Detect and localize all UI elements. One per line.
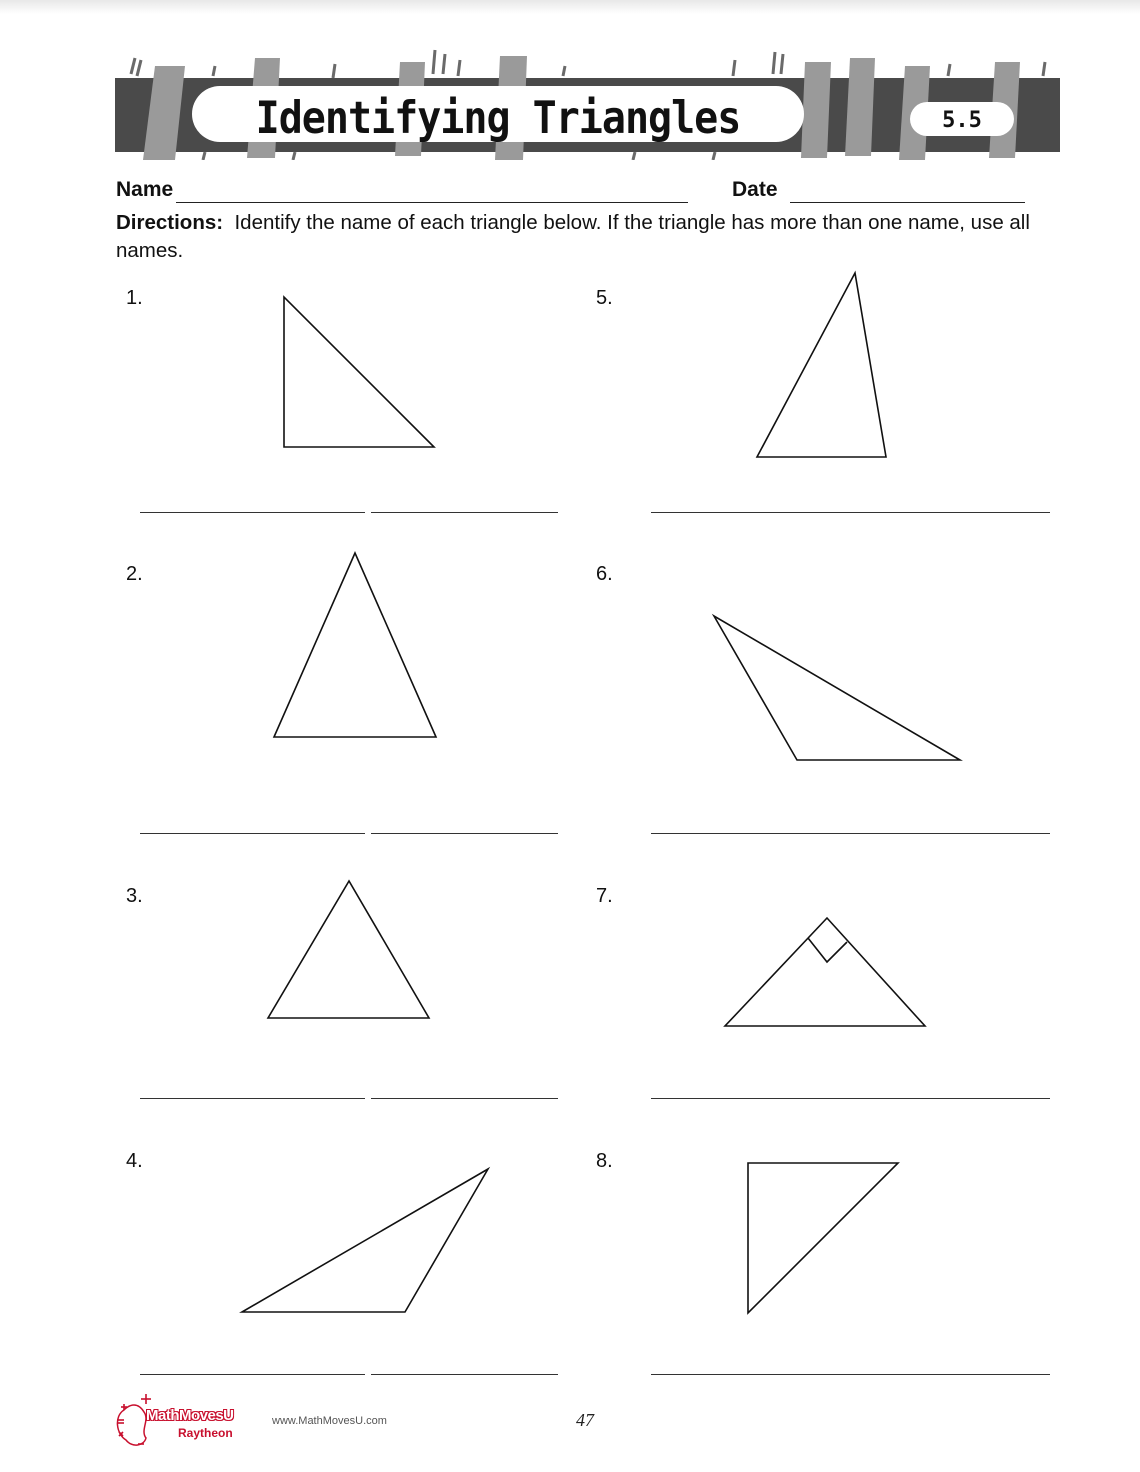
name-label: Name xyxy=(116,178,174,201)
answer-line-3a[interactable] xyxy=(140,1098,365,1099)
triangle-8 xyxy=(748,1163,898,1313)
directions-text: Identify the name of each triangle below. If the triangle has more than one name, use all names. xyxy=(116,211,1030,262)
directions-label: Directions: xyxy=(116,211,224,234)
answer-line-4b[interactable] xyxy=(371,1374,558,1375)
answer-line-7[interactable] xyxy=(651,1098,1050,1099)
logo-sub-text: Raytheon xyxy=(178,1426,233,1440)
right-angle-marker-7 xyxy=(808,938,847,962)
footer-url[interactable]: www.MathMovesU.com xyxy=(272,1415,387,1427)
problem-number-7: 7. xyxy=(596,885,613,907)
problem-number-8: 8. xyxy=(596,1150,613,1172)
problem-number-2: 2. xyxy=(126,563,143,585)
triangle-2 xyxy=(274,553,436,737)
date-label: Date xyxy=(732,178,778,201)
answer-line-8[interactable] xyxy=(651,1374,1050,1375)
triangle-6 xyxy=(714,616,960,760)
triangle-7 xyxy=(725,918,925,1026)
problem-number-1: 1. xyxy=(126,287,143,309)
triangle-4 xyxy=(242,1169,488,1312)
triangle-1 xyxy=(284,297,434,447)
logo-text: MathMovesU xyxy=(146,1407,234,1424)
answer-line-2a[interactable] xyxy=(140,833,365,834)
page-number: 47 xyxy=(576,1410,594,1430)
triangle-3 xyxy=(268,881,429,1018)
answer-line-1a[interactable] xyxy=(140,512,365,513)
answer-line-3b[interactable] xyxy=(371,1098,558,1099)
answer-line-4a[interactable] xyxy=(140,1374,365,1375)
problem-number-6: 6. xyxy=(596,563,613,585)
worksheet-title: Identifying Triangles xyxy=(255,92,741,144)
problem-number-3: 3. xyxy=(126,885,143,907)
answer-line-5[interactable] xyxy=(651,512,1050,513)
problem-number-4: 4. xyxy=(126,1150,143,1172)
answer-line-6[interactable] xyxy=(651,833,1050,834)
problem-number-5: 5. xyxy=(596,287,613,309)
answer-line-2b[interactable] xyxy=(371,833,558,834)
triangle-5 xyxy=(757,273,886,457)
answer-line-1b[interactable] xyxy=(371,512,558,513)
lesson-badge: 5.5 xyxy=(942,108,982,133)
